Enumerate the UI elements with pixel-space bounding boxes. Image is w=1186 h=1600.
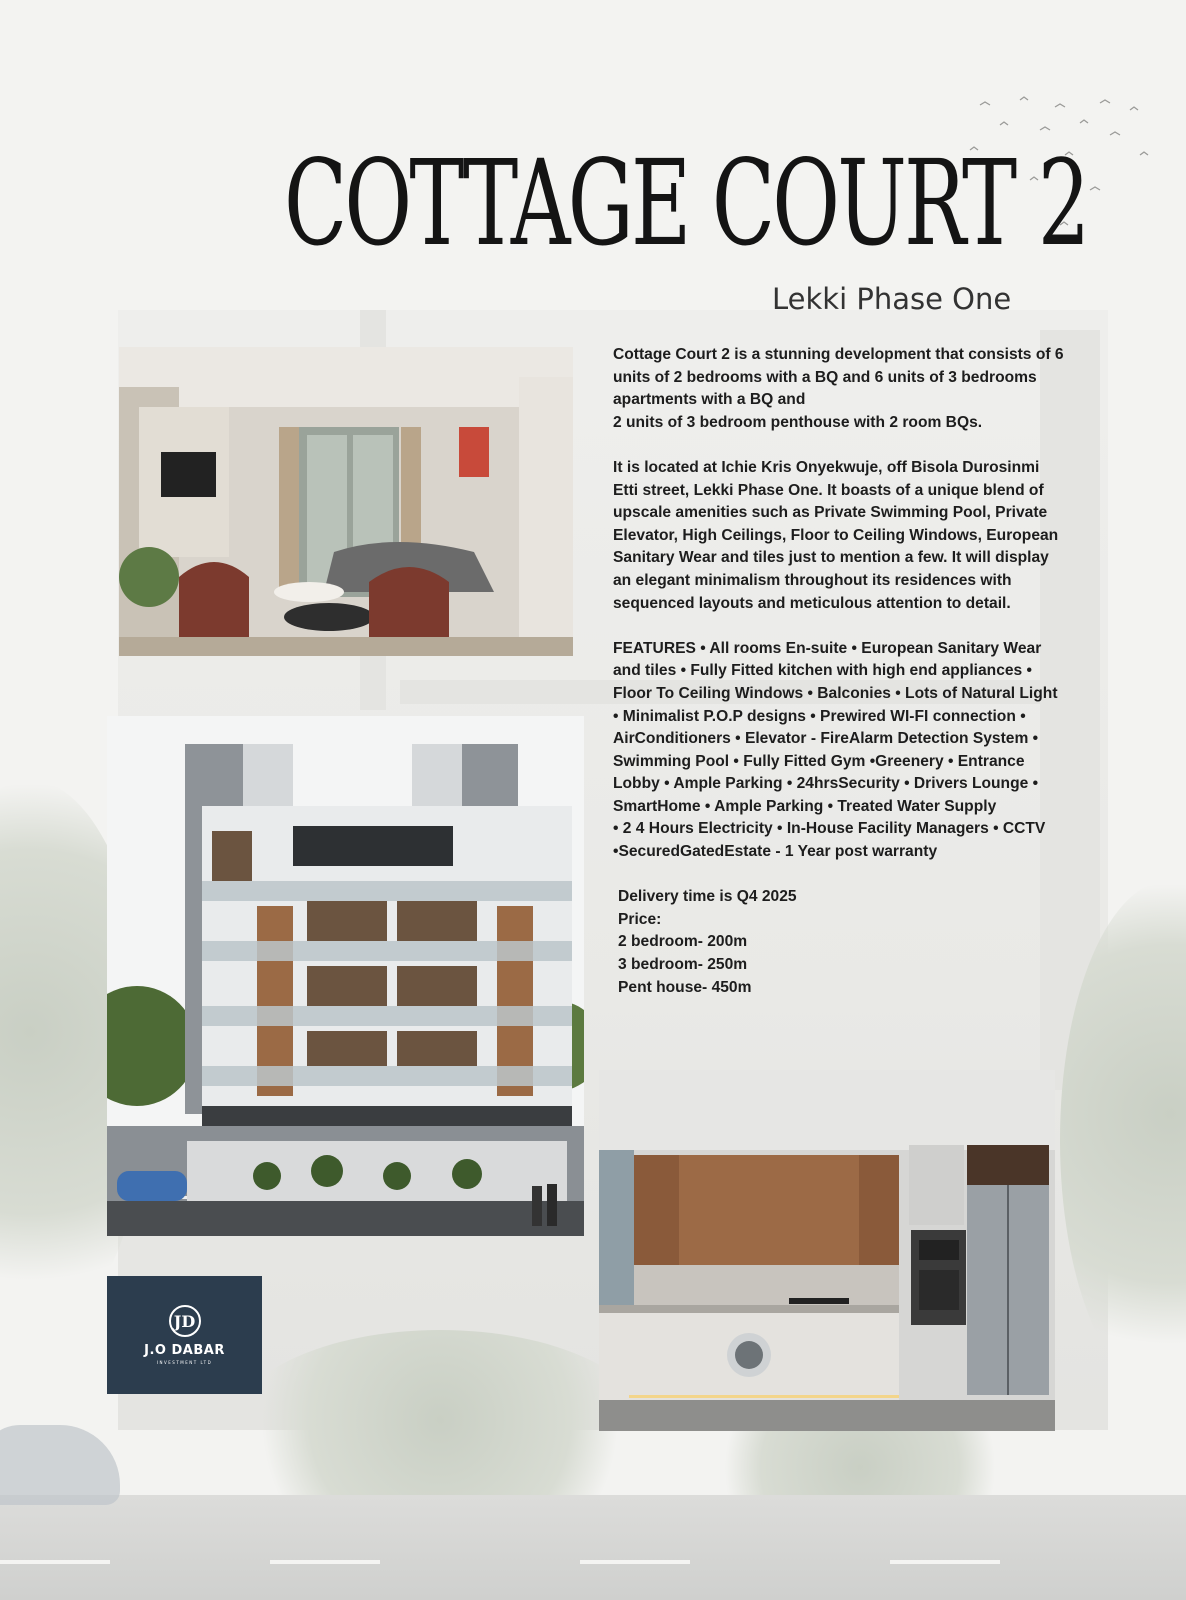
features-paragraph: FEATURES • All rooms En-suite • European Sanitary Wear and tiles • Fully Fitted kitchen with high end appliances • Floor To Ceiling Windows • Balconies • Lots of Natural Light • Minimalist P.O.P designs • Prewired WI-FI connection • AirConditioners • Elevator - FireAlarm Detection System • Swimming Pool • Fully Fitted Gym •Greenery • Entrance Lobby • Ample Parking • 24hrsSecurity • Drivers Lounge • SmartHome • Ample Parking • Treated Water Supply • 2 4 Hours Electricity • In-House Facility Managers • CCTV •SecuredGatedEstate - 1 Year post warranty: [613, 639, 1058, 861]
delivery-time: Delivery time is Q4 2025: [618, 888, 797, 906]
logo-name: J.O DABAR: [144, 1343, 225, 1358]
price-label: Price:: [618, 910, 662, 928]
company-logo: [107, 1276, 262, 1394]
background-car: [0, 1425, 120, 1505]
pricing-block: [613, 886, 1065, 999]
intro-paragraph: Cottage Court 2 is a stunning development that consists of 6 units of 2 bedrooms with a BQ and 6 units of 3 bedrooms apartments with a BQ and 2 units of 3 bedroom penthouse with 2 room BQs.: [613, 346, 1064, 431]
road-marking: [580, 1560, 690, 1564]
logo-subtitle: INVESTMENT LTD: [156, 1360, 213, 1365]
description-block: [613, 344, 1065, 999]
building-exterior-photo: [107, 716, 584, 1236]
location-paragraph: It is located at Ichie Kris Onyekwuje, off Bisola Durosinmi Etti street, Lekki Phase One. It boasts of a unique blend of upscale amenities such as Private Swimming Pool, Private Elevator, High Ceilings, Floor to Ceiling Windows, European Sanitary Wear and tiles just to mention a few. It will display an elegant minimalism throughout its residences with sequenced layouts and meticulous attention to detail.: [613, 458, 1059, 612]
price-item: 2 bedroom- 200m: [618, 933, 748, 951]
road-marking: [890, 1560, 1000, 1564]
page-subtitle: Lekki Phase One: [772, 282, 1012, 316]
road-marking: [0, 1560, 110, 1564]
kitchen-photo: [599, 1070, 1055, 1431]
road-marking: [270, 1560, 380, 1564]
background-road: [0, 1495, 1186, 1600]
price-item: 3 bedroom- 250m: [618, 956, 748, 974]
logo-mark-icon: JD: [169, 1305, 201, 1337]
living-room-photo: [119, 347, 573, 656]
price-item: Pent house- 450m: [618, 978, 752, 996]
page-title: COTTAGE COURT 2: [284, 134, 1088, 272]
